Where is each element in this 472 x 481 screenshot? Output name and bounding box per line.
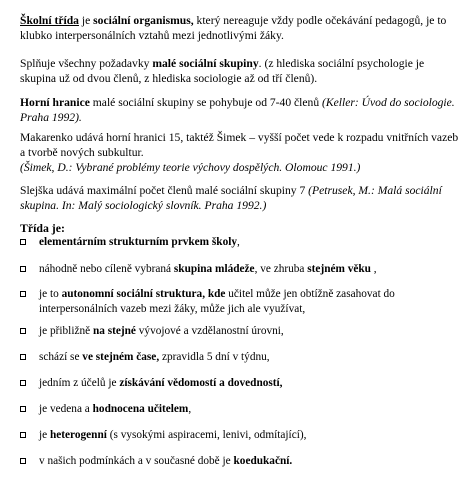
square-bullet-icon: [20, 458, 26, 464]
square-bullet-icon: [20, 291, 26, 297]
citation: skupina. In: Malý sociologický slovník. Praha 1992.): [20, 199, 267, 212]
term-small-social-group: malé sociální skupiny: [152, 57, 259, 70]
list-heading: Třída je:: [20, 221, 65, 235]
paragraph-makarenko: [20, 130, 459, 175]
paragraph-line: [20, 198, 452, 213]
citation: Praha 1992).: [20, 111, 82, 124]
paragraph-line: skupina už od dvou členů, z hlediska sociologie až od tří členů).: [20, 72, 318, 85]
term-social-organism: sociální organismus,: [93, 14, 194, 27]
square-bullet-icon: [20, 354, 26, 360]
square-bullet-icon: [20, 432, 26, 438]
square-bullet-icon: [20, 406, 26, 412]
document-page: Školní třída je sociální organismus, který nereaguje vždy podle očekávání pedagogů, je to klubko interpersonálních vztahů mezi jednotlivými žáky. Splňuje všechny požadavky malé sociální skupiny. (z hlediska sociální psychologie je skupina už od dvou členů, z hlediska sociologie až od tří členů). Horní hranice malé sociální skupiny se pohybuje od 7-40 členů (Keller: Úvod do sociologie. Praha 1992). Makarenko udává horní hranici 15, taktéž Šimek – vyšší počet vede k rozpadu vnitřních vazeb a tvorbě nových subkultur. (Šimek, D.: Vybrané problémy teorie výchovy dospělých. Olomouc 1991.) Slejška udává maximální počet členů malé sociální skupiny 7 (Petrusek, M.: Malá sociální skupina. In: Malý sociologický slovník. Praha 1992.) Třída je: elementárním strukturním prvkem školy, náhodně nebo cíleně vybraná skupina mládeže, ve zhruba stejném věku , je to autonomní sociální struktura, kde učitel může jen obtížně zasahovat do interpersonálních vazeb mezi žáky, může jich ale využívat, je přibližně na stejné vývojové a vzdělanostní úrovni, schází se ve stejném čase, zpravidla 5 dní v týdnu, jedním z účelů je získávání vědomostí a dovedností, je vedena a hodnocena učitelem, je heterogenní (s vysokými aspiracemi, lenivi, odmítající), v našich podmínkách a v současné době je koedukační.: [20, 14, 459, 467]
paragraph-line: klubko interpersonálních vztahů mezi jednotlivými žáky.: [20, 29, 284, 42]
citation: (Petrusek, M.: Malá sociální: [308, 184, 442, 197]
paragraph-slejska: [20, 183, 452, 213]
square-bullet-icon: [20, 266, 26, 272]
square-bullet-icon: [20, 239, 26, 245]
square-bullet-icon: [20, 380, 26, 386]
paragraph-line: [20, 110, 452, 125]
citation: (Šimek, D.: Vybrané problémy teorie výchovy dospělých. Olomouc 1991.): [20, 161, 361, 174]
paragraph-line: Školní třída je sociální organismus, který nereaguje vždy podle očekávání pedagogů, je to: [20, 14, 447, 27]
paragraph-upper-limit: [20, 95, 455, 125]
paragraph-line: Slejška udává maximální počet členů malé sociální skupiny 7 (Petrusek, M.: Malá sociální: [20, 184, 442, 197]
paragraph-line: [20, 160, 452, 175]
square-bullet-icon: [20, 328, 26, 334]
paragraph-small-group: [20, 56, 452, 86]
paragraph-class-definition: [20, 13, 452, 43]
paragraph-line: Splňuje všechny požadavky malé sociální skupiny. (z hlediska sociální psychologie je: [20, 57, 425, 70]
paragraph-line: Makarenko udává horní hranici 15, taktéž Šimek – vyšší počet vede k rozpadu vnitřních vazeb: [20, 131, 459, 144]
term-upper-limit: Horní hranice: [20, 96, 90, 109]
citation: (Keller: Úvod do sociologie.: [322, 96, 455, 109]
paragraph-line: Horní hranice malé sociální skupiny se pohybuje od 7-40 členů (Keller: Úvod do sociologie.: [20, 96, 455, 109]
term-school-class: Školní třída: [20, 14, 79, 27]
paragraph-line: a tvorbě nových subkultur.: [20, 146, 144, 159]
